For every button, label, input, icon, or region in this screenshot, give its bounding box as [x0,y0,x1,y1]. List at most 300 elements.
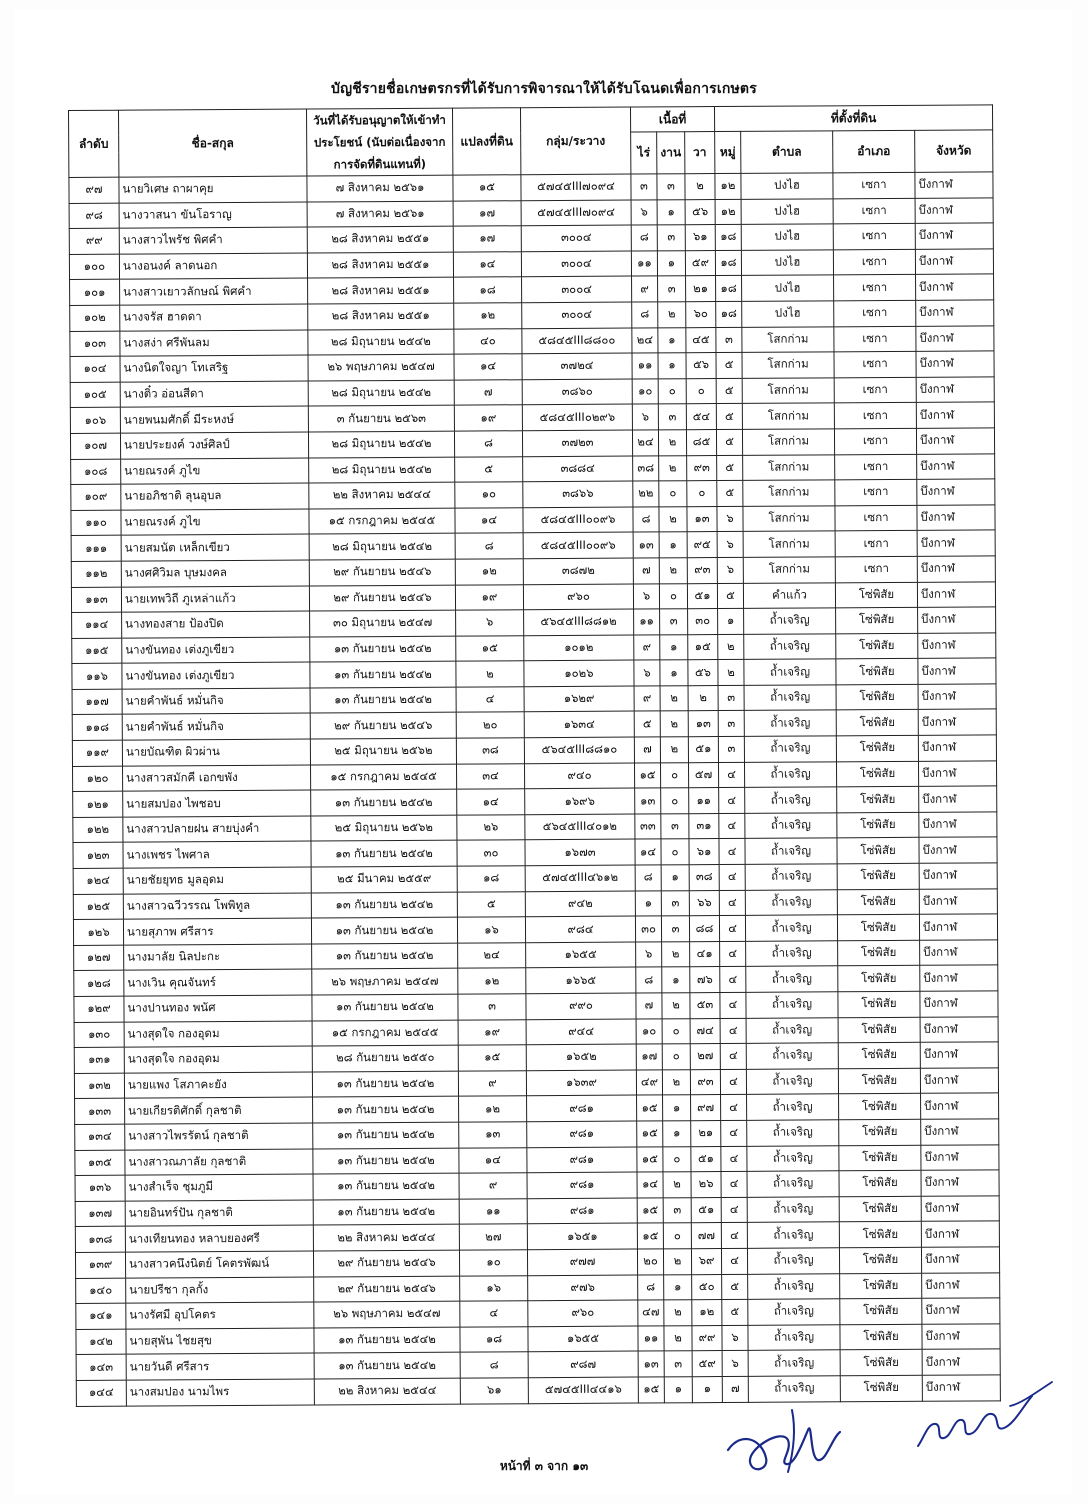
row-date: ๑๓ กันยายน ๒๕๔๒ [310,636,456,662]
row-date: ๑๓ กันยายน ๒๕๔๒ [313,1199,459,1225]
row-rai: ๑๑ [634,609,660,635]
row-ngan: ๒ [658,302,686,328]
row-ngan: ๓ [663,1197,691,1223]
row-tambon: ถ้ำเจริญ [747,1222,839,1248]
row-group: ๑๐๒๖ [524,660,634,686]
row-plot: ๘ [455,533,523,559]
row-amphoe: เซกา [833,198,915,224]
row-province: บึงกาฬ [915,249,993,275]
row-moo: ๔ [720,992,746,1018]
row-amphoe: โซ่พิสัย [837,863,919,889]
row-plot: ๒๖ [457,815,525,841]
row-no: ๑๐๔ [70,356,120,382]
row-tambon: โสกก่าม [743,506,835,532]
row-province: บึงกาฬ [921,1119,999,1145]
row-group: ๑๖๕๕ [528,1326,638,1352]
header-name: ชื่อ-สกุล [119,109,307,177]
row-ngan: ๐ [660,762,688,788]
document-title: บัญชีรายชื่อเกษตรกรที่ได้รับการพิจารณาให้ได้รับโฉนดเพื่อการเกษตร [331,81,757,97]
row-ngan: ๒ [663,1249,691,1275]
signature-right [910,1378,1060,1458]
row-rai: ๕ [634,711,660,737]
row-tambon: ถ้ำเจริญ [748,1273,840,1299]
row-rai: ๑๓ [638,1351,664,1377]
row-group: ๑๖๕๒ [526,1044,636,1070]
row-rai: ๘ [633,507,659,533]
row-name: นางวาสนา ขันโอราญ [119,202,307,229]
row-tambon: โสกก่าม [742,378,834,404]
row-group: ๙๗๖ [528,1275,638,1301]
row-province: บึงกาฬ [920,1068,998,1094]
row-group: ๑๖๖๕ [526,967,636,993]
row-plot: ๑๑ [459,1198,527,1224]
row-no: ๑๑๘ [72,715,122,741]
row-ngan: ๒ [659,455,687,481]
row-ngan: ๒ [664,1300,692,1326]
row-tambon: ถ้ำเจริญ [747,1171,839,1197]
table-header [69,105,993,178]
row-rai: ๘ [636,967,662,993]
row-province: บึงกาฬ [920,940,998,966]
row-wa: ๕๑ [691,1146,721,1172]
row-ngan: ๑ [658,353,686,379]
row-wa: ๒๗ [690,1044,720,1070]
row-amphoe: เซกา [834,428,916,454]
row-moo: ๕ [716,404,742,430]
row-amphoe: โซ่พิสัย [839,1094,921,1120]
row-group: ๙๘๑ [527,1121,637,1147]
row-moo: ๓ [718,685,744,711]
row-wa: ๕๖ [685,199,715,225]
row-amphoe: โซ่พิสัย [839,1145,921,1171]
row-province: บึงกาฬ [918,684,996,710]
row-amphoe: โซ่พิสัย [836,607,918,633]
row-tambon: ถ้ำเจริญ [748,1376,840,1402]
row-group: ๓๘๘๔ [523,456,633,482]
row-wa: ๐ [687,481,717,507]
row-rai: ๑๕ [637,1198,663,1224]
row-moo: ๔ [721,1172,747,1198]
row-rai: ๑๐ [636,1018,662,1044]
row-amphoe: โซ่พิสัย [837,838,919,864]
row-no: ๑๒๗ [74,945,124,971]
row-no: ๑๒๓ [73,843,123,869]
row-moo: ๑๘ [716,301,742,327]
row-rai: ๓๐ [635,916,661,942]
row-date: ๒๘ มิถุนายน ๒๕๔๒ [308,329,454,355]
row-tambon: ถ้ำเจริญ [746,1017,838,1043]
row-province: บึงกาฬ [915,172,993,198]
row-plot: ๓ [458,994,526,1020]
row-province: บึงกาฬ [922,1298,1000,1324]
row-amphoe: โซ่พิสัย [837,761,919,787]
row-no: ๙๘ [69,203,119,229]
row-wa: ๕๙ [692,1351,722,1377]
row-moo: ๑๒ [715,199,741,225]
row-wa: ๙๓ [687,455,717,481]
row-no: ๑๑๖ [72,663,122,689]
row-no: ๑๒๙ [74,996,124,1022]
row-amphoe: เซกา [835,454,917,480]
row-date: ๑๓ กันยายน ๒๕๔๒ [313,1148,459,1174]
row-moo: ๕ [716,353,742,379]
row-amphoe: โซ่พิสัย [839,1119,921,1145]
row-no: ๑๐๒ [70,305,120,331]
row-tambon: ถ้ำเจริญ [747,1094,839,1120]
row-moo: ๔ [721,1146,747,1172]
row-name: นายเกียรติศักดิ์ กุลชาติ [125,1097,313,1124]
row-plot: ๑๒ [455,559,523,585]
row-group: ๓๐๐๔ [521,225,631,251]
row-amphoe: โซ่พิสัย [836,710,918,736]
row-ngan: ๐ [662,1018,690,1044]
row-group: ๑๖๒๙ [524,686,634,712]
row-name: นางเวิน คุณจันทร์ [124,969,312,996]
row-amphoe: เซกา [834,403,916,429]
row-amphoe: โซ่พิสัย [838,1042,920,1068]
row-name: นางสาวฉวีวรรณ โพพิทูล [123,893,311,920]
row-rai: ๖ [634,660,660,686]
row-name: นางสมปอง นามไพร [126,1379,314,1406]
row-province: บึงกาฬ [919,812,997,838]
row-ngan: ๒ [660,737,688,763]
row-province: บึงกาฬ [916,402,994,428]
row-name: นายเทพวิถี ภูเหล่าแก้ว [121,586,309,613]
row-plot: ๕ [455,456,523,482]
row-plot: ๑๗ [453,226,521,252]
header-wa: วา [685,132,715,174]
row-moo: ๗ [722,1376,748,1402]
row-no: ๑๐๐ [69,254,119,280]
row-ngan: ๐ [659,583,687,609]
row-province: บึงกาฬ [921,1196,999,1222]
row-date: ๒๘ มิถุนายน ๒๕๔๒ [309,533,455,559]
row-date: ๗ สิงหาคม ๒๕๖๑ [307,201,453,227]
row-no: ๑๐๓ [70,331,120,357]
row-amphoe: เซกา [834,351,916,377]
row-date: ๑๓ กันยายน ๒๕๔๒ [313,1122,459,1148]
row-rai: ๑๓ [633,532,659,558]
row-moo: ๔ [720,1044,746,1070]
row-tambon: ถ้ำเจริญ [747,1145,839,1171]
row-plot: ๖ [456,610,524,636]
row-wa: ๒๖ [691,1172,721,1198]
row-plot: ๖๑ [460,1378,528,1404]
row-moo: ๕ [717,481,743,507]
row-date: ๒๘ สิงหาคม ๒๕๕๑ [307,252,453,278]
row-group: ๓๗๒๓ [522,430,632,456]
row-date: ๒๙ กันยายน ๒๕๔๖ [309,559,455,585]
row-plot: ๙ [459,1173,527,1199]
row-tambon: คำแก้ว [743,582,835,608]
row-plot: ๑๐ [459,1250,527,1276]
row-province: บึงกาฬ [921,1247,999,1273]
row-rai: ๗ [636,993,662,1019]
row-group: ๕๖๔๕III๘๘๑๐ [524,737,634,763]
row-group: ๙๔๔ [526,1019,636,1045]
row-tambon: ถ้ำเจริญ [745,813,837,839]
row-amphoe: โซ่พิสัย [836,633,918,659]
row-plot: ๙ [458,1070,526,1096]
row-province: บึงกาฬ [918,709,996,735]
row-amphoe: โซ่พิสัย [838,966,920,992]
row-ngan: ๓ [657,225,685,251]
row-wa: ๕๔ [686,404,716,430]
row-ngan: ๒ [658,430,686,456]
header-plot: แปลงที่ดิน [452,108,520,175]
row-name: นายชัยยุทธ มูลอุดม [123,867,311,894]
row-ngan: ๑ [664,1274,692,1300]
row-tambon: ถ้ำเจริญ [747,1248,839,1274]
row-tambon: ถ้ำเจริญ [746,941,838,967]
row-no: ๑๐๗ [70,433,120,459]
row-ngan: ๐ [661,839,689,865]
row-wa: ๒ [685,174,715,200]
row-ngan: ๓ [658,404,686,430]
row-group: ๙๘๑ [527,1198,637,1224]
row-amphoe: โซ่พิสัย [839,1196,921,1222]
header-ngan: งาน [657,132,685,174]
header-tambon: ตำบล [741,131,833,174]
row-group: ๓๘๖๖ [523,481,633,507]
row-rai: ๘ [638,1274,664,1300]
row-rai: ๓ [631,174,657,200]
row-amphoe: โซ่พิสัย [840,1375,922,1401]
row-amphoe: โซ่พิสัย [838,1017,920,1043]
row-wa: ๕๖ [688,660,718,686]
row-wa: ๙๕ [687,532,717,558]
row-group: ๙๗๗ [527,1249,637,1275]
row-province: บึงกาฬ [918,607,996,633]
row-ngan: ๐ [663,1223,691,1249]
row-name: นายณรงค์ ภูไข [121,509,309,536]
row-ngan: ๐ [658,378,686,404]
row-amphoe: โซ่พิสัย [840,1350,922,1376]
row-rai: ๑๕ [637,1223,663,1249]
row-ngan: ๒ [662,1069,690,1095]
row-name: นายประยงค์ วงษ์ศิลป์ [120,432,308,459]
row-ngan: ๐ [663,1146,691,1172]
row-wa: ๕๐ [692,1274,722,1300]
row-no: ๑๒๐ [73,766,123,792]
row-no: ๑๓๒ [74,1073,124,1099]
row-name: นางสาวสมักคี เอกขพัง [123,765,311,792]
row-tambon: ปงไฮ [741,250,833,276]
row-tambon: ปงไฮ [741,198,833,224]
row-group: ๙๘๑ [527,1095,637,1121]
row-province: บึงกาฬ [919,760,997,786]
row-plot: ๓๐ [457,840,525,866]
row-ngan: ๑ [660,660,688,686]
row-name: นางมาลัย นิลปะกะ [124,944,312,971]
row-no: ๙๗ [69,177,119,203]
row-plot: ๑๘ [457,866,525,892]
row-no: ๑๔๐ [76,1278,126,1304]
table-body [69,172,1001,1406]
row-wa: ๒ [688,685,718,711]
row-date: ๑๓ กันยายน ๒๕๔๒ [313,1097,459,1123]
row-date: ๒๘ สิงหาคม ๒๕๕๑ [308,278,454,304]
row-date: ๒๙ กันยายน ๒๕๔๖ [310,713,456,739]
row-province: บึงกาฬ [916,428,994,454]
row-wa: ๑ [692,1376,722,1402]
row-tambon: ถ้ำเจริญ [744,659,836,685]
row-no: ๙๙ [69,228,119,254]
header-group: กลุ่ม/ระวาง [520,107,630,175]
row-date: ๒๘ มิถุนายน ๒๕๔๒ [308,431,454,457]
row-group: ๓๗๒๔ [522,353,632,379]
row-group: ๕๗๔๕III๗๐๙๔ [521,200,631,226]
row-wa: ๕๖ [686,353,716,379]
row-tambon: ปงไฮ [741,224,833,250]
row-amphoe: เซกา [833,249,915,275]
row-ngan: ๑ [660,634,688,660]
row-ngan: ๓ [661,890,689,916]
row-rai: ๑๔ [635,839,661,865]
row-moo: ๖ [722,1351,748,1377]
row-date: ๒๖ พฤษภาคม ๒๕๔๗ [314,1301,460,1327]
row-name: นายบัณฑิต ผิวผ่าน [122,739,310,766]
row-name: นายสมปอง ไพชอบ [123,790,311,817]
row-province: บึงกาฬ [920,1016,998,1042]
row-moo: ๑ [718,608,744,634]
row-plot: ๑๔ [453,252,521,278]
row-no: ๑๓๗ [75,1201,125,1227]
header-rai: ไร่ [631,132,657,174]
row-date: ๓๐ มิถุนายน ๒๕๔๗ [310,610,456,636]
row-moo: ๖ [717,557,743,583]
row-moo: ๔ [720,1069,746,1095]
row-no: ๑๒๒ [73,817,123,843]
row-group: ๙๔๒ [525,891,635,917]
row-rai: ๑๐ [632,379,658,405]
row-amphoe: เซกา [833,172,915,198]
row-amphoe: เซกา [835,479,917,505]
row-rai: ๒๒ [633,481,659,507]
row-name: นายพนมศักดิ์ มีระหงษ์ [120,406,308,433]
row-name: นางสาวณภาลัย กุลชาติ [125,1149,313,1176]
row-tambon: ปงไฮ [742,275,834,301]
row-date: ๑๓ กันยายน ๒๕๔๒ [312,943,458,969]
row-group: ๙๘๑ [527,1172,637,1198]
row-amphoe: โซ่พิสัย [840,1324,922,1350]
row-no: ๑๑๐ [71,510,121,536]
row-rai: ๔๙ [636,1070,662,1096]
row-name: นางสาวเยาวลักษณ์ พิศคำ [120,278,308,305]
row-no: ๑๑๗ [72,689,122,715]
row-no: ๑๒๔ [73,868,123,894]
row-no: ๑๐๙ [71,484,121,510]
row-province: บึงกาฬ [918,633,996,659]
row-no: ๑๓๐ [74,1022,124,1048]
row-plot: ๔ [460,1301,528,1327]
row-group: ๑๖๕๑ [527,1223,637,1249]
row-rai: ๙ [634,635,660,661]
row-wa: ๖๙ [691,1248,721,1274]
row-wa: ๘๘ [689,916,719,942]
row-wa: ๑๑ [689,788,719,814]
row-wa: ๓๐ [688,609,718,635]
row-moo: ๕ [717,583,743,609]
row-name: นายวิเศษ ถาผาคุย [119,176,307,203]
row-group: ๓๘๖๐ [522,379,632,405]
row-tambon: โสกก่าม [742,352,834,378]
row-province: บึงกาฬ [920,1042,998,1068]
header-moo: หมู่ [715,131,741,173]
row-ngan: ๑ [658,327,686,353]
row-tambon: โสกก่าม [743,480,835,506]
row-amphoe: โซ่พิสัย [838,991,920,1017]
row-amphoe: โซ่พิสัย [839,1247,921,1273]
row-date: ๗ สิงหาคม ๒๕๖๑ [307,175,453,201]
row-rai: ๖ [636,942,662,968]
row-name: นายอินทร์ปัน กุลชาติ [125,1200,313,1227]
row-tambon: ปงไฮ [741,173,833,199]
row-amphoe: เซกา [834,300,916,326]
row-name: นายสุภาพ ศรีสาร [123,918,311,945]
row-province: บึงกาฬ [915,197,993,223]
row-wa: ๑๓ [687,506,717,532]
row-province: บึงกาฬ [916,325,994,351]
signature-left [722,1400,872,1480]
row-ngan: ๒ [659,558,687,584]
row-name: นางเทียนทอง หลาบยองศรี [125,1225,313,1252]
row-group: ๕๗๔๕III๔๔๑๖ [528,1377,638,1403]
row-group: ๓๐๐๔ [522,302,632,328]
row-moo: ๔ [721,1120,747,1146]
row-plot: ๔๐ [454,328,522,354]
row-amphoe: โซ่พิสัย [836,735,918,761]
row-rai: ๑๕ [637,1146,663,1172]
row-no: ๑๑๔ [72,612,122,638]
row-province: บึงกาฬ [916,351,994,377]
row-province: บึงกาฬ [919,837,997,863]
row-tambon: โสกก่าม [743,531,835,557]
row-date: ๒๖ พฤษภาคม ๒๕๔๗ [312,969,458,995]
row-group: ๕๘๔๕III๐๐๙๖ [523,507,633,533]
header-date: วันที่ได้รับอนุญาตให้เข้าทำประโยชน์ (นับต่อเนื่องจากการจัดที่ดินแทนที่) [306,108,452,176]
row-name: นายคำพันธ์ หมั่นกิจ [122,688,310,715]
row-wa: ๒๑ [686,276,716,302]
row-date: ๓ กันยายน ๒๕๖๓ [308,405,454,431]
row-date: ๑๓ กันยายน ๒๕๔๒ [312,1071,458,1097]
row-ngan: ๓ [664,1351,692,1377]
row-wa: ๕๗ [688,762,718,788]
row-ngan: ๑ [661,865,689,891]
row-tambon: โสกก่าม [742,403,834,429]
row-date: ๒๕ มิถุนายน ๒๕๖๒ [310,738,456,764]
row-moo: ๒ [718,634,744,660]
row-plot: ๑๖ [460,1275,528,1301]
row-name: นางเพชร ไพศาล [123,841,311,868]
row-tambon: ถ้ำเจริญ [746,992,838,1018]
row-plot: ๑๘ [454,277,522,303]
row-date: ๑๕ กรกฎาคม ๒๕๔๕ [312,1020,458,1046]
row-tambon: ถ้ำเจริญ [745,838,837,864]
row-amphoe: โซ่พิสัย [837,787,919,813]
row-moo: ๕ [722,1274,748,1300]
row-tambon: ถ้ำเจริญ [744,634,836,660]
row-tambon: โสกก่าม [742,326,834,352]
row-ngan: ๑ [657,251,685,277]
header-province: จังหวัด [915,130,993,172]
row-plot: ๑๓ [459,1122,527,1148]
row-group: ๙๖๐ [523,584,633,610]
row-rai: ๒๐ [637,1249,663,1275]
row-name: นายแพง โสภาคะยัง [124,1072,312,1099]
row-name: นางสาวคนึงนิตย์ โคตรพัฒน์ [125,1251,313,1278]
row-moo: ๓ [718,711,744,737]
